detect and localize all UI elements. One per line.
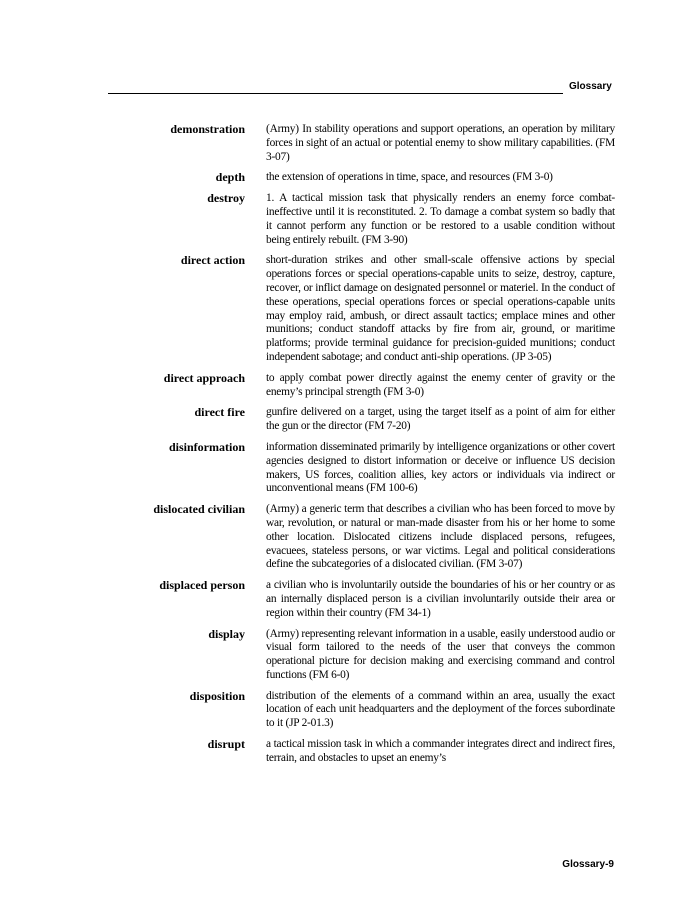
glossary-term: disinformation <box>168 439 245 454</box>
glossary-definition: to apply combat power directly against the enemy center of gravity or the enemy’s principal strength (FM 3-0) <box>266 371 615 398</box>
glossary-term: disrupt <box>207 737 245 752</box>
glossary-term: direct approach <box>163 370 245 385</box>
glossary-term: dislocated civilian <box>153 502 245 517</box>
glossary-definition: gunfire delivered on a target, using the target itself as a point of aim for either the gun or the director (FM 7-20) <box>266 406 615 433</box>
glossary-term: demonstration <box>170 122 245 136</box>
glossary-entry <box>110 372 615 400</box>
glossary-definition: (Army) In stability operations and support operations, an operation by military forces in sight of an actual or potential enemy to show military capabilities. (FM 3-07) <box>266 123 615 163</box>
glossary-entry <box>110 171 615 185</box>
glossary-entry <box>110 628 615 683</box>
glossary-term: displaced person <box>159 578 245 593</box>
glossary-definition: the extension of operations in time, space, and resources (FM 3-0) <box>266 171 553 184</box>
running-header-title: Glossary <box>569 81 612 92</box>
glossary-entry <box>110 192 615 247</box>
glossary-entry <box>110 738 615 766</box>
glossary-definition: 1. A tactical mission task that physically renders an enemy force combat-ineffective until it is reconstituted. 2. To damage a combat system so badly that it cannot perform any function or be restored to a usable condition without being entirely rebuilt. (FM 3-90) <box>266 192 615 246</box>
glossary-entry <box>110 690 615 731</box>
glossary-definition: short-duration strikes and other small-scale offensive actions by special operations forces or special operations-capable units to seize, destroy, capture, recover, or inflict damage on designated personnel or materiel. In the conduct of these operations, special operations forces or special operations-capable units may employ raid, ambush, or direct assault tactics; emplace mines and other munitions; conduct standoff attacks by fire from air, ground, or maritime platforms; provide terminal guidance for precision-guided munitions; conduct independent sabotage; and conduct anti-ship operations. (JP 3-05) <box>266 254 615 363</box>
glossary-definition: distribution of the elements of a command within an area, usually the exact location of each unit headquarters and the deployment of the forces subordinate to it (JP 2-01.3) <box>266 689 615 730</box>
glossary-entry <box>110 503 615 572</box>
glossary-term: disposition <box>189 688 245 703</box>
glossary-definition: (Army) a generic term that describes a civilian who has been forced to move by war, revolution, or natural or man-made disaster from his or her home to some other location. Dislocated citizens include displaced persons, refugees, evacuees, stateless persons, or war victims. Legal and political considerations define the subcategories of a dislocated civilian. (FM 3-07) <box>266 503 615 571</box>
glossary-entry <box>110 254 615 364</box>
glossary-term: display <box>208 626 245 641</box>
glossary-term: destroy <box>207 191 245 206</box>
header-rule <box>108 93 563 94</box>
glossary-entry <box>110 123 615 164</box>
glossary-list <box>110 123 615 773</box>
glossary-term: direct fire <box>194 405 245 420</box>
glossary-term: direct action <box>180 253 245 268</box>
glossary-definition: a civilian who is involuntarily outside the boundaries of his or her country or as an internally displaced person is a civilian involuntarily outside their area or region within their country (FM 34-1) <box>266 579 615 619</box>
page-number: Glossary-9 <box>562 859 614 870</box>
glossary-definition: information disseminated primarily by intelligence organizations or other covert agencies designed to distort information or deceive or influence US decision makers, US forces, coalition allies, key actors or individuals via indirect or unconventional means (FM 100-6) <box>266 440 615 495</box>
glossary-entry <box>110 441 615 496</box>
glossary-entry <box>110 579 615 620</box>
glossary-term: depth <box>215 170 245 185</box>
glossary-definition: a tactical mission task in which a commander integrates direct and indirect fires, terrain, and obstacles to upset an enemy’s <box>266 738 615 764</box>
glossary-entry <box>110 406 615 434</box>
glossary-definition: (Army) representing relevant information in a usable, easily understood audio or visual form tailored to the needs of the user that conveys the common operational picture for decision making and exercising command and control functions (FM 6-0) <box>266 627 615 681</box>
